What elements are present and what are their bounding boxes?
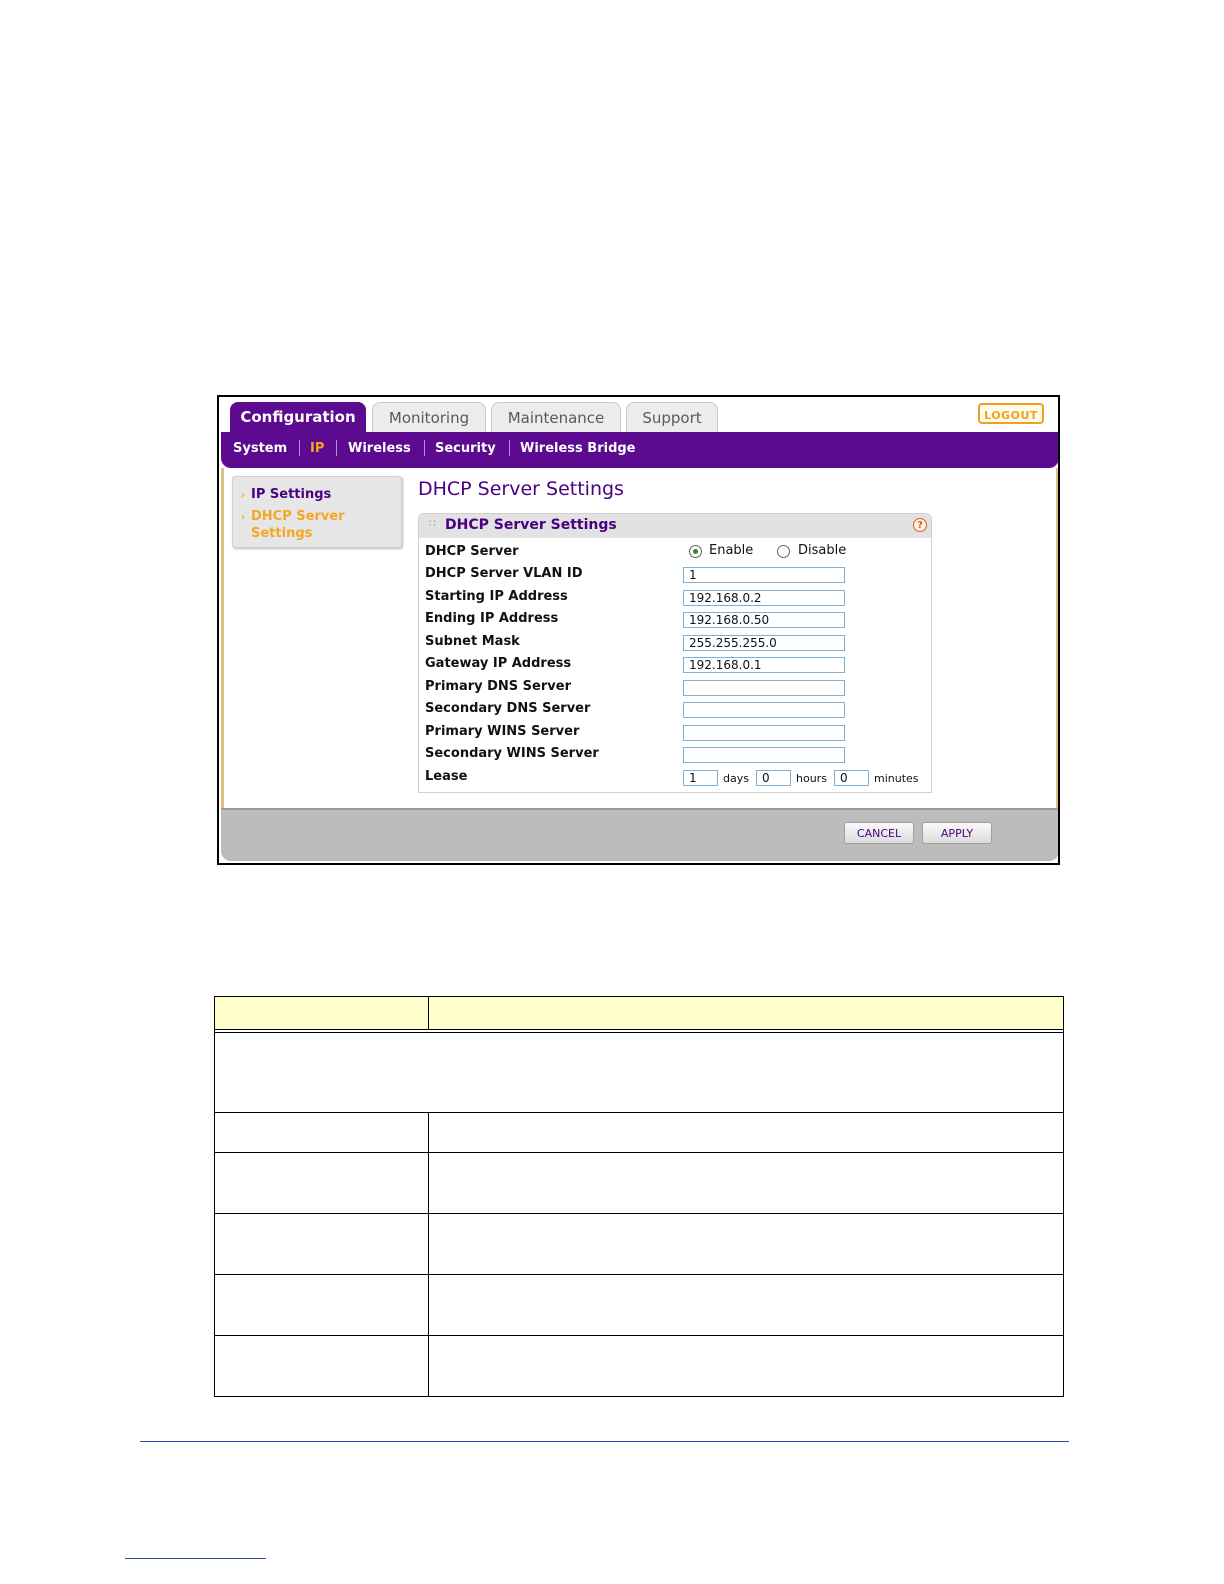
table-cell	[215, 1336, 429, 1397]
lease-days-unit: days	[723, 772, 749, 785]
page-divider	[140, 1441, 1069, 1442]
primary-dns-input[interactable]	[683, 680, 845, 696]
subnav-separator	[509, 440, 510, 456]
gateway-ip-label: Gateway IP Address	[425, 656, 572, 671]
table-header-row	[215, 997, 1064, 1030]
subnav-separator	[299, 440, 300, 456]
primary-dns-label: Primary DNS Server	[425, 679, 571, 694]
action-bar	[221, 808, 1059, 861]
table-cell	[215, 1113, 429, 1153]
ending-ip-label: Ending IP Address	[425, 611, 559, 626]
menu-item-label: Settings	[251, 526, 313, 541]
dhcp-server-label: DHCP Server	[425, 544, 519, 559]
cancel-button[interactable]: CANCEL	[844, 822, 914, 844]
subnav-system[interactable]: System	[233, 441, 288, 456]
menu-item-label: DHCP Server	[251, 509, 345, 524]
panel-title: DHCP Server Settings	[445, 517, 617, 533]
lease-minutes-input[interactable]: 0	[834, 770, 869, 786]
secondary-wins-input[interactable]	[683, 747, 845, 763]
router-screenshot	[217, 395, 1060, 865]
table-row	[215, 1153, 1064, 1214]
primary-wins-input[interactable]	[683, 725, 845, 741]
table-row	[215, 1113, 1064, 1153]
table-cell	[215, 1214, 429, 1275]
table-row	[215, 1336, 1064, 1397]
tab-support[interactable]: Support	[626, 402, 718, 432]
secondary-dns-input[interactable]	[683, 702, 845, 718]
logout-button[interactable]: LOGOUT	[978, 403, 1044, 424]
starting-ip-input[interactable]: 192.168.0.2	[683, 590, 845, 606]
table-cell	[429, 1275, 1064, 1336]
table-cell	[215, 1275, 429, 1336]
table-row	[215, 1214, 1064, 1275]
subnav-ip[interactable]: IP	[310, 441, 325, 456]
table-cell	[215, 1153, 429, 1214]
footer-divider	[125, 1558, 266, 1559]
content-area	[221, 468, 1059, 808]
tab-configuration[interactable]: Configuration	[230, 402, 366, 435]
table-row	[215, 1275, 1064, 1336]
lease-days-input[interactable]: 1	[683, 770, 718, 786]
menu-item-label: IP Settings	[251, 487, 332, 502]
table-cell	[429, 1113, 1064, 1153]
drag-handle-icon: ∷	[429, 517, 436, 530]
lease-hours-input[interactable]: 0	[756, 770, 791, 786]
subnav-security[interactable]: Security	[435, 441, 496, 456]
table-cell	[215, 1033, 1064, 1113]
table-row	[215, 1033, 1064, 1113]
vlan-id-label: DHCP Server VLAN ID	[425, 566, 583, 581]
gateway-ip-input[interactable]: 192.168.0.1	[683, 657, 845, 673]
sub-navigation	[221, 432, 1059, 468]
disable-radio[interactable]	[777, 545, 790, 558]
settings-description-table	[214, 996, 1064, 1397]
ending-ip-input[interactable]: 192.168.0.50	[683, 612, 845, 628]
subnet-mask-input[interactable]: 255.255.255.0	[683, 635, 845, 651]
help-icon[interactable]: ?	[913, 518, 927, 532]
secondary-wins-label: Secondary WINS Server	[425, 746, 599, 761]
table-header-cell	[215, 997, 429, 1030]
chevron-right-icon: ›	[241, 490, 246, 501]
lease-minutes-unit: minutes	[874, 772, 919, 785]
subnav-wireless-bridge[interactable]: Wireless Bridge	[520, 441, 636, 456]
subnav-separator	[424, 440, 425, 456]
page-title: DHCP Server Settings	[418, 478, 624, 500]
subnet-mask-label: Subnet Mask	[425, 634, 520, 649]
enable-label: Enable	[709, 543, 754, 558]
menu-item-ip-settings[interactable]	[241, 487, 331, 504]
subnav-separator	[336, 440, 337, 456]
enable-radio[interactable]	[689, 545, 702, 558]
disable-label: Disable	[798, 543, 847, 558]
tab-maintenance[interactable]: Maintenance	[491, 402, 621, 432]
settings-panel	[418, 513, 932, 793]
radio-selected-dot	[693, 549, 698, 554]
table-header-cell	[429, 997, 1064, 1030]
vlan-id-input[interactable]: 1	[683, 567, 845, 583]
primary-wins-label: Primary WINS Server	[425, 724, 580, 739]
tab-monitoring[interactable]: Monitoring	[372, 402, 486, 432]
table-cell	[429, 1214, 1064, 1275]
left-menu	[232, 476, 402, 548]
table-cell	[429, 1153, 1064, 1214]
lease-hours-unit: hours	[796, 772, 827, 785]
table-cell	[429, 1336, 1064, 1397]
panel-header	[419, 514, 931, 538]
menu-item-dhcp-server-settings[interactable]	[241, 509, 345, 542]
lease-label: Lease	[425, 769, 468, 784]
chevron-right-icon: ›	[241, 512, 246, 523]
starting-ip-label: Starting IP Address	[425, 589, 568, 604]
subnav-wireless[interactable]: Wireless	[348, 441, 411, 456]
secondary-dns-label: Secondary DNS Server	[425, 701, 591, 716]
apply-button[interactable]: APPLY	[922, 822, 992, 844]
